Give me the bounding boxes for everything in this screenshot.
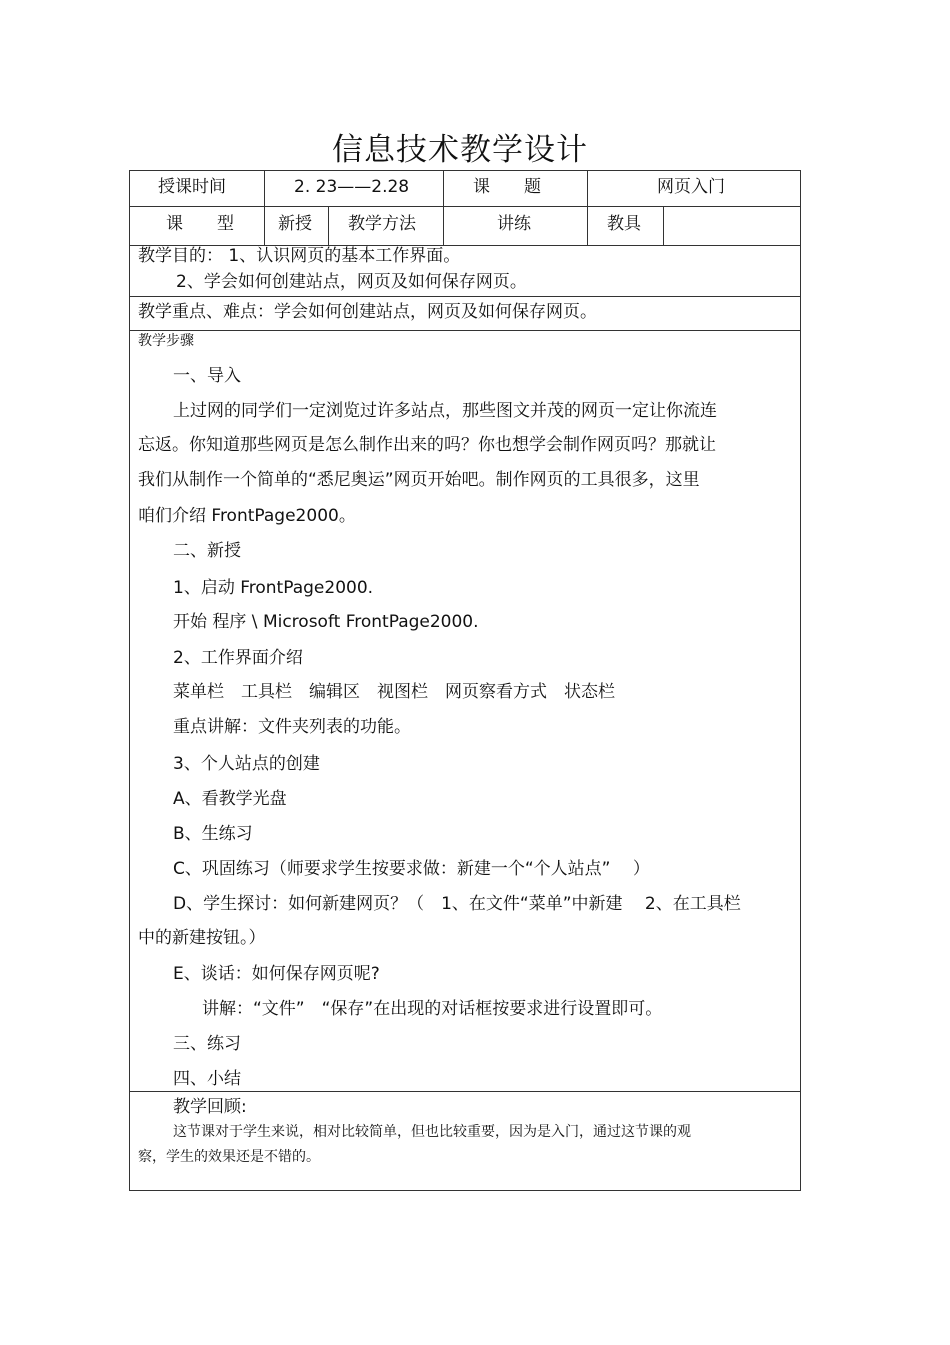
step-line: 1、启动 FrontPage2000. [173, 578, 374, 598]
method-value: 讲练 [497, 214, 531, 234]
col-divider [443, 206, 444, 245]
review-line-1: 这节课对于学生来说，相对比较简单，但也比较重要，因为是入门，通过这节课的观 [173, 1124, 691, 1140]
topic-value: 网页入门 [657, 177, 725, 197]
objectives-line-2: 2、学会如何创建站点，网页及如何保存网页。 [176, 272, 527, 292]
step-line: D、学生探讨：如何新建网页？（ 1、在文件“菜单”中新建 2、在工具栏 [173, 894, 741, 914]
row-divider [130, 1091, 800, 1092]
step-line: 菜单栏 工具栏 编辑区 视图栏 网页察看方式 状态栏 [173, 682, 615, 702]
step-line: B、生练习 [173, 824, 253, 844]
step-line: E、谈话：如何保存网页呢? [173, 964, 380, 984]
time-label: 授课时间 [158, 177, 226, 197]
step-line: 上过网的同学们一定浏览过许多站点，那些图文并茂的网页一定让你流连 [173, 401, 717, 421]
step-line: 忘返。你知道那些网页是怎么制作出来的吗？你也想学会制作网页吗？那就让 [138, 435, 716, 455]
time-value: 2. 23——2.28 [294, 177, 410, 197]
type-label: 课 型 [166, 214, 234, 234]
step-line: 开始 程序 \ Microsoft FrontPage2000. [173, 612, 479, 632]
lesson-plan-table [129, 170, 801, 1191]
step-line: A、看教学光盘 [173, 789, 287, 809]
method-label: 教学方法 [348, 214, 416, 234]
steps-label: 教学步骤 [138, 333, 194, 349]
col-divider [328, 206, 329, 245]
objectives-line-1: 教学目的： 1、认识网页的基本工作界面。 [138, 246, 461, 266]
row-divider [130, 206, 800, 207]
step-line: 一、导入 [173, 366, 241, 386]
col-divider [663, 206, 664, 245]
step-line: 2、工作界面介绍 [173, 648, 303, 668]
step-line: 我们从制作一个简单的“悉尼奥运”网页开始吧。制作网页的工具很多，这里 [138, 470, 700, 490]
review-label: 教学回顾: [173, 1097, 247, 1117]
step-line: 中的新建按钮。） [138, 928, 266, 948]
key-points: 教学重点、难点：学会如何创建站点，网页及如何保存网页。 [138, 302, 597, 322]
step-line: 四、小结 [173, 1069, 241, 1089]
col-divider [264, 171, 265, 245]
type-value: 新授 [278, 214, 312, 234]
col-divider [587, 171, 588, 245]
step-line: 三、练习 [173, 1034, 241, 1054]
step-line: 3、个人站点的创建 [173, 754, 320, 774]
step-line: 二、新授 [173, 541, 241, 561]
col-divider [443, 171, 444, 206]
page-title: 信息技术教学设计 [332, 132, 588, 168]
step-line: C、巩固练习（师要求学生按要求做：新建一个“个人站点” ） [173, 859, 650, 879]
step-line: 咱们介绍 FrontPage2000。 [138, 506, 356, 526]
tools-label: 教具 [607, 214, 641, 234]
topic-label: 课 题 [473, 177, 541, 197]
review-line-2: 察，学生的效果还是不错的。 [138, 1149, 320, 1165]
step-line: 重点讲解：文件夹列表的功能。 [173, 717, 411, 737]
row-divider [130, 330, 800, 331]
row-divider [130, 296, 800, 297]
step-line: 讲解：“文件” “保存”在出现的对话框按要求进行设置即可。 [202, 999, 663, 1019]
